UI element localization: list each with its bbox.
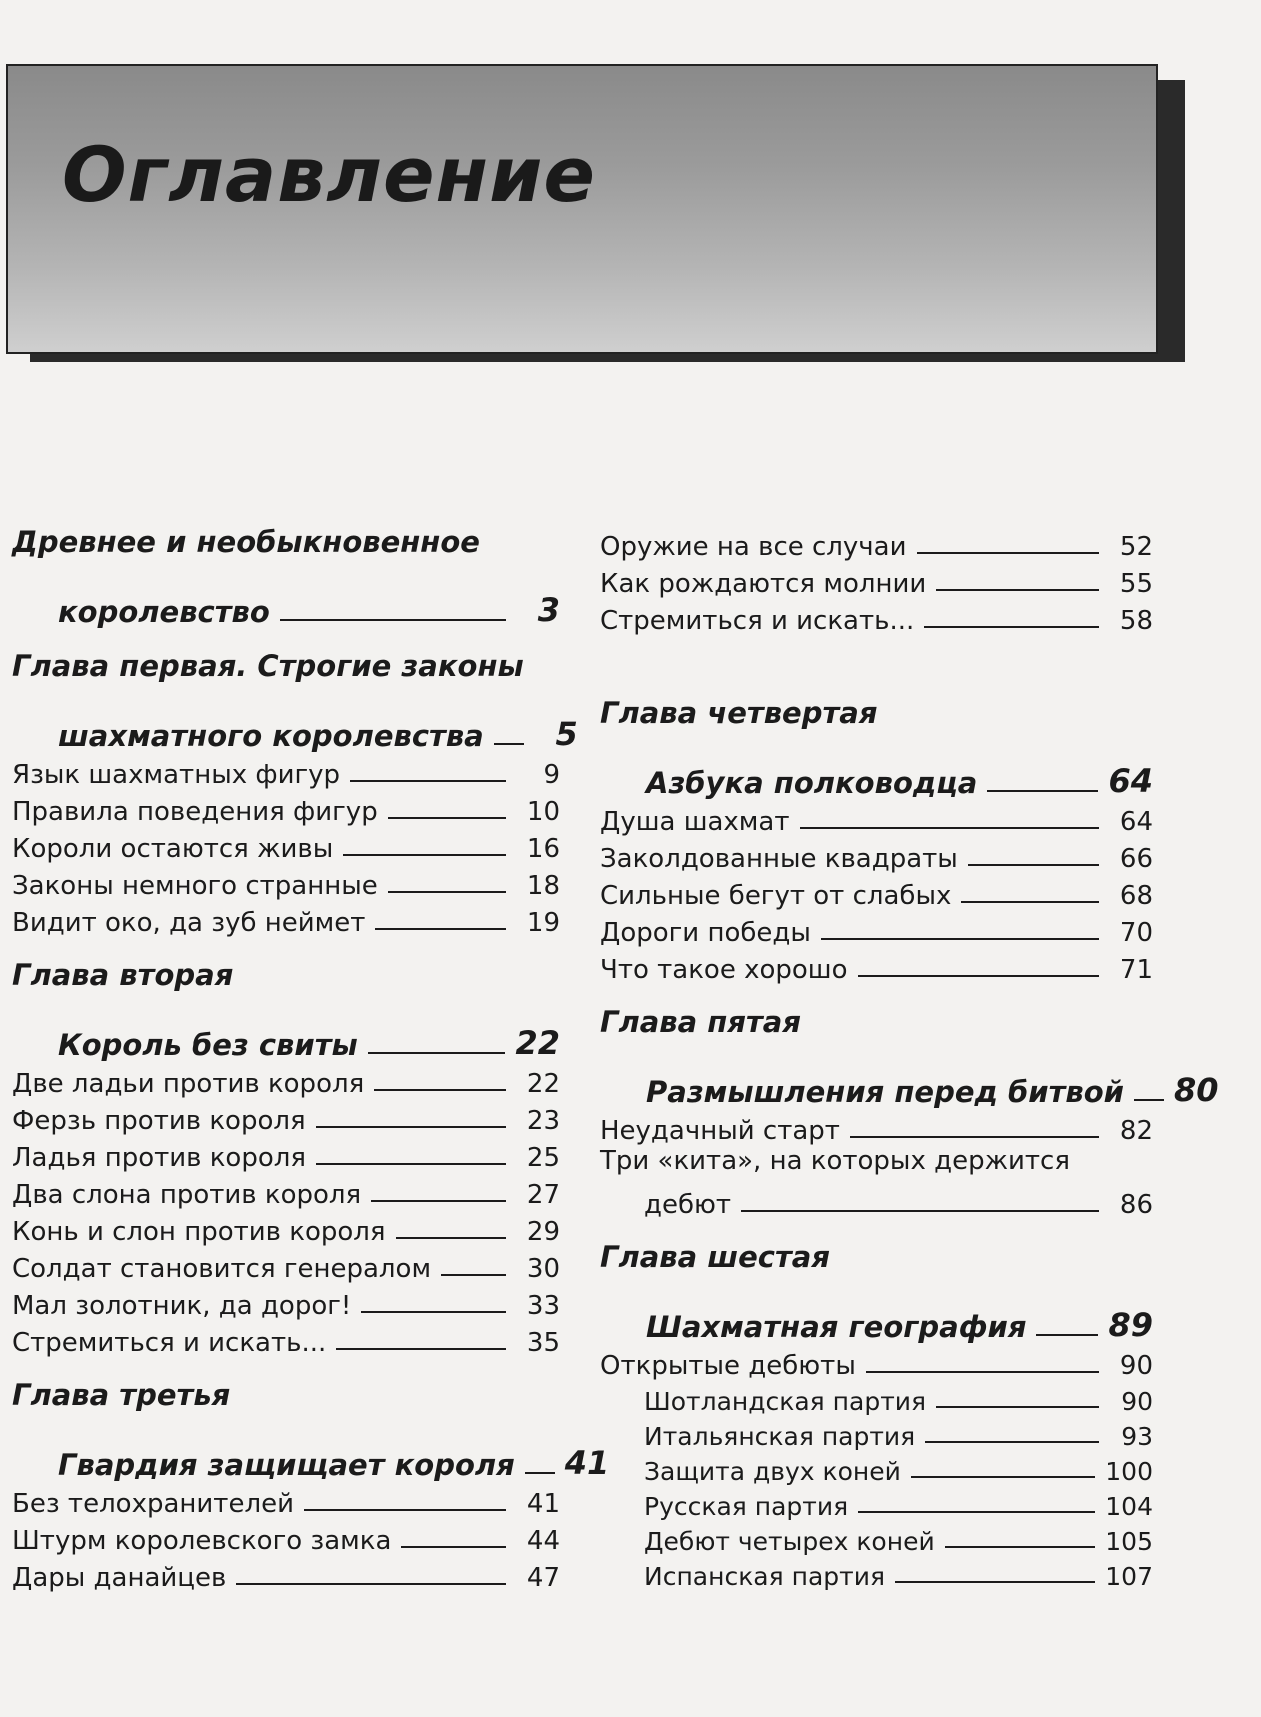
toc-entry-title: Заколдованные квадраты: [600, 844, 958, 874]
toc-entry-page: 82: [1119, 1116, 1153, 1146]
toc-entry-page: 64: [1119, 807, 1153, 837]
chapter-2-label: Глава вторая: [12, 958, 234, 992]
toc-entry-title: Ладья против короля: [12, 1143, 307, 1173]
toc-entry-title: Конь и слон против короля: [12, 1217, 386, 1247]
toc-entry-title-line2: дебют: [644, 1190, 732, 1220]
chapter-6-heading[interactable]: [600, 1292, 1153, 1344]
toc-entry[interactable]: [12, 1482, 560, 1519]
toc-entry-title: Сильные бегут от слабых: [600, 881, 952, 911]
intro-heading-row[interactable]: [12, 577, 560, 629]
leader-line: [494, 743, 524, 745]
toc-entry-page: 86: [1119, 1190, 1153, 1220]
toc-entry-title: Как рождаются молнии: [600, 569, 927, 599]
toc-entry[interactable]: [600, 874, 1153, 911]
toc-entry-page: 44: [526, 1526, 560, 1556]
chapter-3-label: Глава третья: [12, 1378, 231, 1412]
toc-entry[interactable]: [600, 800, 1153, 837]
toc-entry-title: Испанская партия: [644, 1562, 885, 1591]
leader-line: [1134, 1099, 1164, 1101]
toc-entry-page: 19: [526, 908, 560, 938]
toc-entry-page: 27: [526, 1180, 560, 1210]
toc-entry-title: Язык шахматных фигур: [12, 760, 341, 790]
toc-entry-page: 68: [1119, 881, 1153, 911]
toc-entry[interactable]: [12, 1173, 560, 1210]
toc-entry-page: 104: [1105, 1492, 1153, 1521]
page-title: Оглавление: [62, 130, 596, 219]
toc-entry-page: 66: [1119, 844, 1153, 874]
toc-entry-title: Дары данайцев: [12, 1563, 227, 1593]
chapter-6-page: 89: [1108, 1306, 1153, 1344]
intro-page: 3: [537, 591, 560, 629]
toc-entry[interactable]: [600, 911, 1153, 948]
toc-entry-page: 35: [526, 1328, 560, 1358]
toc-entry-title-line1[interactable]: Три «кита», на которых держится: [600, 1146, 1070, 1176]
toc-entry-page: 23: [526, 1106, 560, 1136]
chapter-4-page: 64: [1108, 762, 1153, 800]
toc-entry-page: 71: [1119, 955, 1153, 985]
toc-entry[interactable]: [12, 790, 560, 827]
toc-entry-title: Ферзь против короля: [12, 1106, 306, 1136]
toc-sub-entry[interactable]: [600, 1556, 1153, 1591]
leader-line: [280, 619, 506, 621]
toc-entry-page: 55: [1119, 569, 1153, 599]
chapter-5-title: Размышления перед битвой: [646, 1075, 1125, 1109]
toc-sub-entry[interactable]: [600, 1381, 1153, 1416]
leader-line: [368, 1052, 506, 1054]
chapter-1-page: 5: [555, 715, 578, 753]
toc-entry-title: Шотландская партия: [644, 1387, 927, 1416]
toc-entry-title: Русская партия: [644, 1492, 849, 1521]
toc-entry-page: 70: [1119, 918, 1153, 948]
toc-entry-title: Правила поведения фигур: [12, 797, 378, 827]
toc-entry-title: Мал золотник, да дорог!: [12, 1291, 352, 1321]
toc-entry-title: Стремиться и искать...: [600, 606, 915, 636]
toc-entry-page: 105: [1105, 1527, 1153, 1556]
toc-entry[interactable]: [12, 827, 560, 864]
toc-entry-page: 90: [1119, 1351, 1153, 1381]
chapter-4-label: Глава четвертая: [600, 696, 878, 730]
chapter-4-heading[interactable]: [600, 748, 1153, 800]
toc-right-column: [600, 525, 1219, 1591]
toc-entry-page: 10: [526, 797, 560, 827]
chapter-2-heading[interactable]: [12, 1010, 560, 1062]
toc-entry-page: 9: [543, 760, 560, 790]
toc-entry-page: 16: [526, 834, 560, 864]
toc-entry-title: Солдат становится генералом: [12, 1254, 432, 1284]
chapter-1-heading[interactable]: [12, 701, 578, 753]
toc-entry[interactable]: [12, 1099, 560, 1136]
toc-entry-title: Итальянская партия: [644, 1422, 916, 1451]
toc-left-column: [12, 525, 610, 1593]
chapter-1-label: Глава первая. Строгие законы: [12, 649, 524, 683]
toc-entry-page: 58: [1119, 606, 1153, 636]
chapter-3-page: 41: [564, 1444, 610, 1482]
toc-entry[interactable]: [12, 1210, 560, 1247]
toc-sub-entry[interactable]: [600, 1521, 1153, 1556]
toc-sub-entry[interactable]: [600, 1451, 1153, 1486]
toc-entry-title: Оружие на все случаи: [600, 532, 907, 562]
chapter-6-label: Глава шестая: [600, 1240, 830, 1274]
leader-line: [1036, 1334, 1098, 1336]
toc-entry[interactable]: [12, 1136, 560, 1173]
chapter-5-page: 80: [1174, 1071, 1219, 1109]
chapter-2-title: Король без свиты: [58, 1028, 358, 1062]
toc-entry[interactable]: [12, 1284, 560, 1321]
toc-entry[interactable]: [600, 1344, 1153, 1381]
toc-entry[interactable]: [12, 864, 560, 901]
toc-entry-title: Что такое хорошо: [600, 955, 848, 985]
toc-entry-title: Защита двух коней: [644, 1457, 901, 1486]
toc-entry-page: 18: [526, 871, 560, 901]
intro-heading-line2: королевство: [58, 595, 270, 629]
toc-entry[interactable]: [12, 1519, 560, 1556]
toc-entry-page: 29: [526, 1217, 560, 1247]
toc-entry-page: 93: [1121, 1422, 1153, 1451]
toc-entry[interactable]: [600, 525, 1153, 562]
chapter-1-title: шахматного королевства: [58, 719, 484, 753]
toc-entry-title: Две ладьи против короля: [12, 1069, 365, 1099]
toc-sub-entry[interactable]: [600, 1486, 1153, 1521]
toc-entry-page: 41: [526, 1489, 560, 1519]
toc-entry-page: 33: [526, 1291, 560, 1321]
toc-entry-title: Штурм королевского замка: [12, 1526, 392, 1556]
toc-entry[interactable]: [12, 1321, 560, 1358]
toc-entry-title: Два слона против короля: [12, 1180, 362, 1210]
chapter-3-heading[interactable]: [12, 1430, 610, 1482]
toc-entry-page: 25: [526, 1143, 560, 1173]
toc-sub-entry[interactable]: [600, 1416, 1153, 1451]
toc-entry[interactable]: [600, 1183, 1153, 1220]
chapter-3-title: Гвардия защищает короля: [58, 1448, 515, 1482]
leader-line: [987, 790, 1098, 792]
toc-entry[interactable]: [12, 1556, 560, 1593]
chapter-5-label: Глава пятая: [600, 1005, 801, 1039]
intro-heading-line1: Древнее и необыкновенное: [12, 525, 480, 559]
toc-entry[interactable]: [600, 837, 1153, 874]
toc-entry-title: Без телохранителей: [12, 1489, 294, 1519]
toc-entry-page: 30: [526, 1254, 560, 1284]
toc-entry-title: Неудачный старт: [600, 1116, 840, 1146]
toc-entry-page: 100: [1105, 1457, 1153, 1486]
toc-entry-title: Дороги победы: [600, 918, 811, 948]
chapter-5-heading[interactable]: [600, 1057, 1219, 1109]
toc-entry-title: Стремиться и искать...: [12, 1328, 327, 1358]
toc-entry-title: Короли остаются живы: [12, 834, 334, 864]
toc-entry-title: Дебют четырех коней: [644, 1527, 935, 1556]
leader-line: [525, 1472, 555, 1474]
toc-entry[interactable]: [600, 948, 1153, 985]
toc-entry[interactable]: [12, 1062, 560, 1099]
toc-entry[interactable]: [600, 1109, 1153, 1146]
toc-entry-page: 107: [1105, 1562, 1153, 1591]
toc-entry[interactable]: [600, 562, 1153, 599]
toc-entry-page: 22: [526, 1069, 560, 1099]
chapter-6-title: Шахматная география: [646, 1310, 1027, 1344]
toc-entry[interactable]: [12, 753, 560, 790]
toc-entry-title: Видит око, да зуб неймет: [12, 908, 366, 938]
toc-entry[interactable]: [600, 599, 1153, 636]
toc-entry-title: Законы немного странные: [12, 871, 378, 901]
toc-entry-title: Открытые дебюты: [600, 1351, 856, 1381]
toc-entry[interactable]: [12, 1247, 560, 1284]
chapter-4-title: Азбука полководца: [646, 766, 978, 800]
toc-entry-page: 52: [1119, 532, 1153, 562]
toc-entry-page: 47: [526, 1563, 560, 1593]
chapter-2-page: 22: [515, 1024, 560, 1062]
toc-entry-page: 90: [1121, 1387, 1153, 1416]
toc-entry[interactable]: [12, 901, 560, 938]
toc-entry-title: Душа шахмат: [600, 807, 790, 837]
